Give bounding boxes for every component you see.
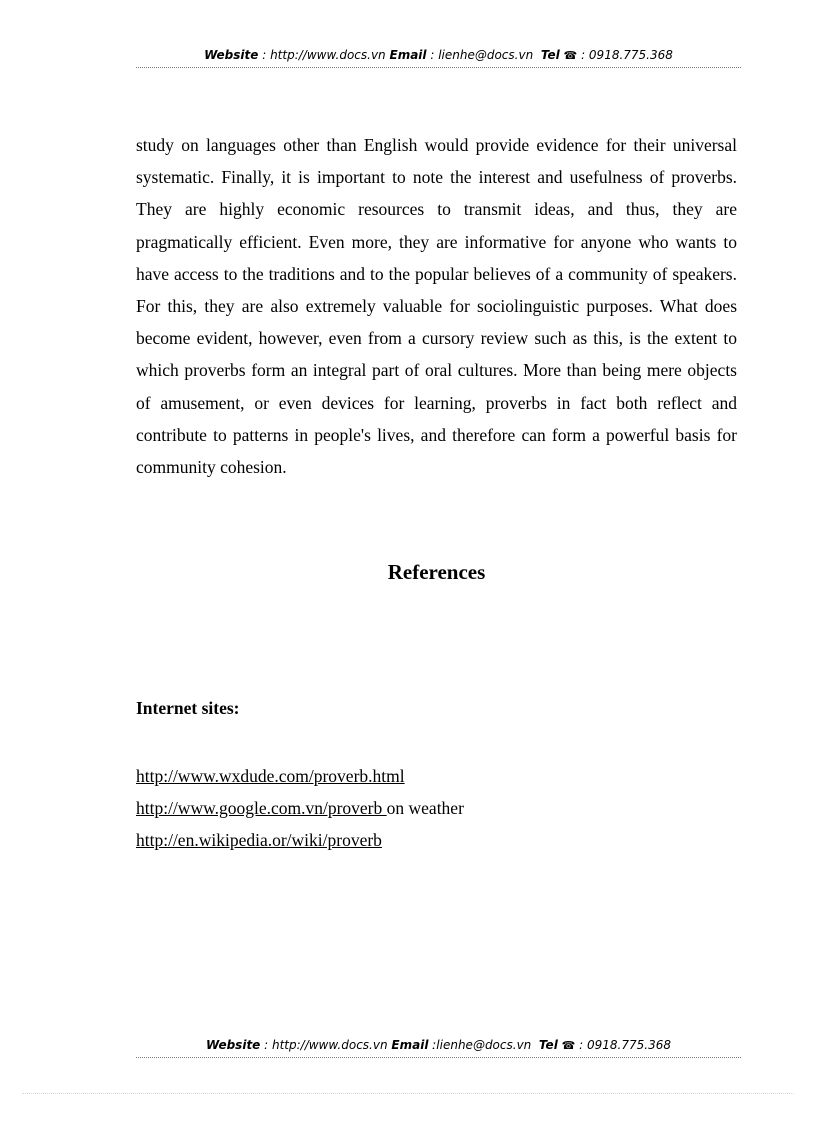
reference-item — [136, 792, 464, 824]
header-website-label: Website — [204, 48, 259, 62]
reference-item — [136, 824, 464, 856]
header-email-sep: : — [426, 48, 439, 62]
reference-link-list — [136, 760, 464, 856]
page-footer — [136, 1038, 741, 1054]
page-bottom-divider — [22, 1093, 794, 1094]
header-rule — [136, 67, 741, 68]
reference-link-wikipedia[interactable]: http://en.wikipedia.or/wiki/proverb — [136, 830, 382, 850]
header-tel-sep: : — [577, 48, 589, 62]
footer-rule — [136, 1057, 741, 1058]
footer-email-sep: ː — [428, 1038, 437, 1052]
phone-icon: ☎ — [561, 1039, 576, 1052]
footer-website-sep: : — [260, 1038, 272, 1052]
references-title: References — [387, 560, 486, 584]
body-paragraph: study on languages other than English would provide evidence for their universal systematic. Finally, it is important to note the interest and usefulness of proverbs. They are highly economic resources to transmit ideas, and thus, they are pragmatically efficient. Even more, they are informative for anyone who wants to have access to the traditions and to the popular believes of a community of speakers. For this, they are also extremely valuable for sociolinguistic purposes. What does become evident, however, even from a cursory review such as this, is the extent to which proverbs form an integral part of oral cultures. More than being mere objects of amusement, or even devices for learning, proverbs in fact both reflect and contribute to patterns in people's lives, and therefore can form a powerful basis for community cohesion. — [136, 135, 737, 478]
reference-link-wxdude[interactable]: http://www.wxdude.com/proverb.html — [136, 766, 405, 786]
footer-tel-sep: : — [575, 1038, 588, 1052]
footer-email-label: Email — [391, 1038, 429, 1052]
footer-tel-label: Tel — [538, 1038, 558, 1052]
header-email-label: Email — [389, 48, 427, 62]
footer-email-value[interactable]: lienhe@docs.vn — [436, 1038, 532, 1052]
header-website-url[interactable]: http://www.docs.vn — [270, 48, 386, 62]
header-tel-label: Tel — [540, 48, 560, 62]
footer-website-label: Website — [205, 1038, 261, 1052]
internet-sites-heading: Internet sites: — [136, 698, 240, 718]
reference-link-google[interactable]: http://www.google.com.vn/proverb — [136, 798, 387, 818]
header-website-sep: : — [258, 48, 271, 62]
header-tel-value: 0918.775.368 — [588, 48, 673, 62]
reference-item — [136, 760, 464, 792]
header-email-value[interactable]: lienhe@docs.vn — [438, 48, 534, 62]
footer-tel-value: 0918.775.368 — [587, 1038, 671, 1052]
reference-suffix: on weather — [386, 798, 464, 818]
page-header — [136, 48, 741, 64]
phone-icon: ☎ — [563, 49, 578, 62]
footer-website-url[interactable]: http://www.docs.vn — [271, 1038, 388, 1052]
